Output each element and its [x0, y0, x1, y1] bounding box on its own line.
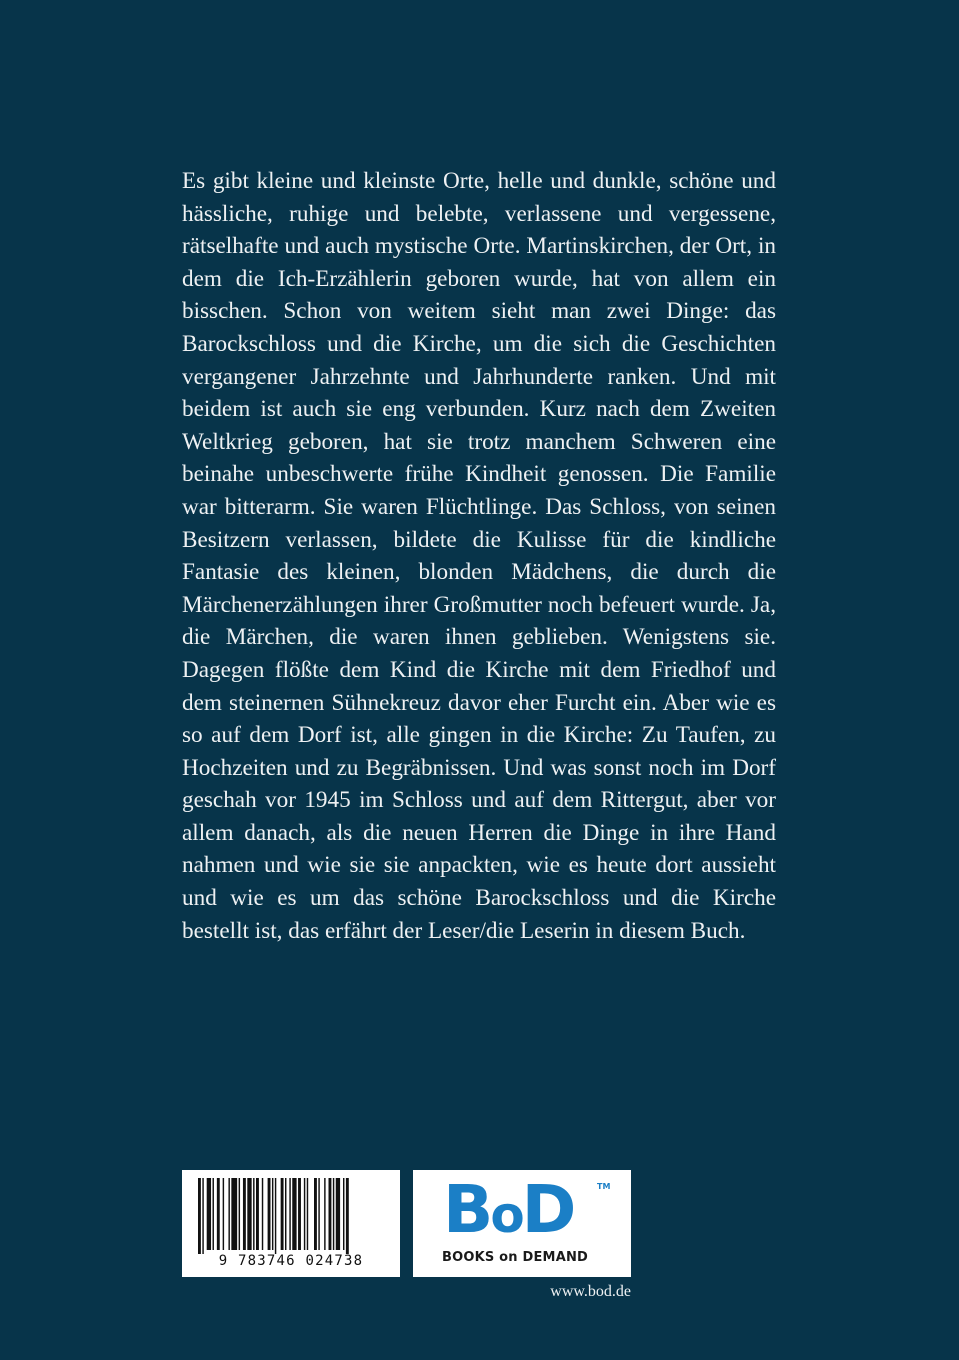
barcode-bar	[202, 1178, 203, 1254]
isbn-number: 9 783746 024738	[218, 1253, 364, 1269]
barcode-bar	[324, 1178, 325, 1250]
publisher-tagline: BOOKS on DEMAND	[442, 1250, 589, 1265]
barcode-bar	[217, 1178, 220, 1250]
trademark-mark: TM	[597, 1182, 611, 1191]
barcode-bar	[256, 1178, 259, 1250]
barcode-bar	[285, 1178, 286, 1250]
barcode-bar	[272, 1178, 273, 1250]
barcode-bar	[346, 1178, 349, 1254]
barcode-bar	[268, 1178, 271, 1250]
barcode-bar	[292, 1178, 296, 1250]
barcode-bar	[289, 1178, 290, 1250]
barcode-bar	[329, 1178, 332, 1250]
barcode-bar	[343, 1178, 344, 1250]
barcode-bar	[333, 1178, 334, 1250]
barcode-bar	[307, 1178, 308, 1250]
barcode-bar	[247, 1178, 251, 1250]
publisher-website: www.bod.de	[550, 1283, 631, 1300]
barcode-bar	[314, 1178, 317, 1250]
publisher-logo	[413, 1170, 631, 1277]
bod-logo-mark	[443, 1172, 573, 1253]
barcode-bar	[239, 1178, 240, 1250]
barcode-bar	[275, 1178, 276, 1254]
barcode-bar	[243, 1178, 246, 1250]
bod-logo-o: o	[490, 1186, 522, 1244]
barcode-bar	[223, 1178, 224, 1250]
barcode-bar	[198, 1178, 201, 1254]
barcode-bar	[207, 1178, 211, 1250]
barcode-bar	[304, 1178, 305, 1250]
barcode-bar	[281, 1178, 284, 1250]
bod-logo-b: B	[443, 1171, 491, 1248]
barcode-bar	[253, 1178, 254, 1250]
bod-logo-d: D	[521, 1171, 574, 1248]
barcode-bar	[336, 1178, 340, 1250]
blurb-text: Es gibt kleine und kleinste Orte, helle und dunkle, schöne und hässliche, ruhige und belebte, verlassene und vergessene, rätselhafte und auch mystische Orte. Martinskirchen, der Ort, in dem die Ich-Erzählerin geboren wurde, hat von allem ein bisschen. Schon von weitem sieht man zwei Dinge: das Barockschloss und die Kirche, um die sich die Geschichten vergangener Jahrzehnte und Jahrhunderte ranken. Und mit beidem ist auch sie eng verbunden. Kurz nach dem Zweiten Weltkrieg geboren, hat sie trotz manchem Schweren eine beinahe unbeschwerte frühe Kindheit genossen. Die Familie war bitterarm. Sie waren Flüchtlinge. Das Schloss, von seinen Besitzern verlassen, bildete die Kulisse für die kindliche Fantasie des kleinen, blonden Mädchens, die durch die Märchenerzählungen ihrer Großmutter noch befeuert wurde. Ja, die Märchen, die waren ihnen geblieben. Wenigstens sie. Dagegen flößte dem Kind die Kirche mit dem Friedhof und dem steinernen Sühnekreuz davor eher Furcht ein. Aber wie es so auf dem Dorf ist, alle gingen in die Kirche: Zu Taufen, zu Hochzeiten und zu Begräbnissen. Und was sonst noch im Dorf geschah vor 1945 im Schloss und auf dem Rittergut, aber vor allem danach, als die neuen Herren die Dinge in ihre Hand nahmen und wie sie sie anpackten, wie es heute dort aussieht und wie es um das schöne Barockschloss und die Kirche bestellt ist, das erfährt der Leser/die Leserin in diesem Buch.	[182, 168, 776, 944]
barcode-bar	[213, 1178, 214, 1250]
barcode-bar	[228, 1178, 229, 1250]
barcode-bar	[318, 1178, 319, 1250]
barcode-bar	[298, 1178, 301, 1250]
isbn-barcode	[182, 1170, 400, 1277]
barcode-bar	[231, 1178, 237, 1250]
barcode-bar	[262, 1178, 263, 1250]
